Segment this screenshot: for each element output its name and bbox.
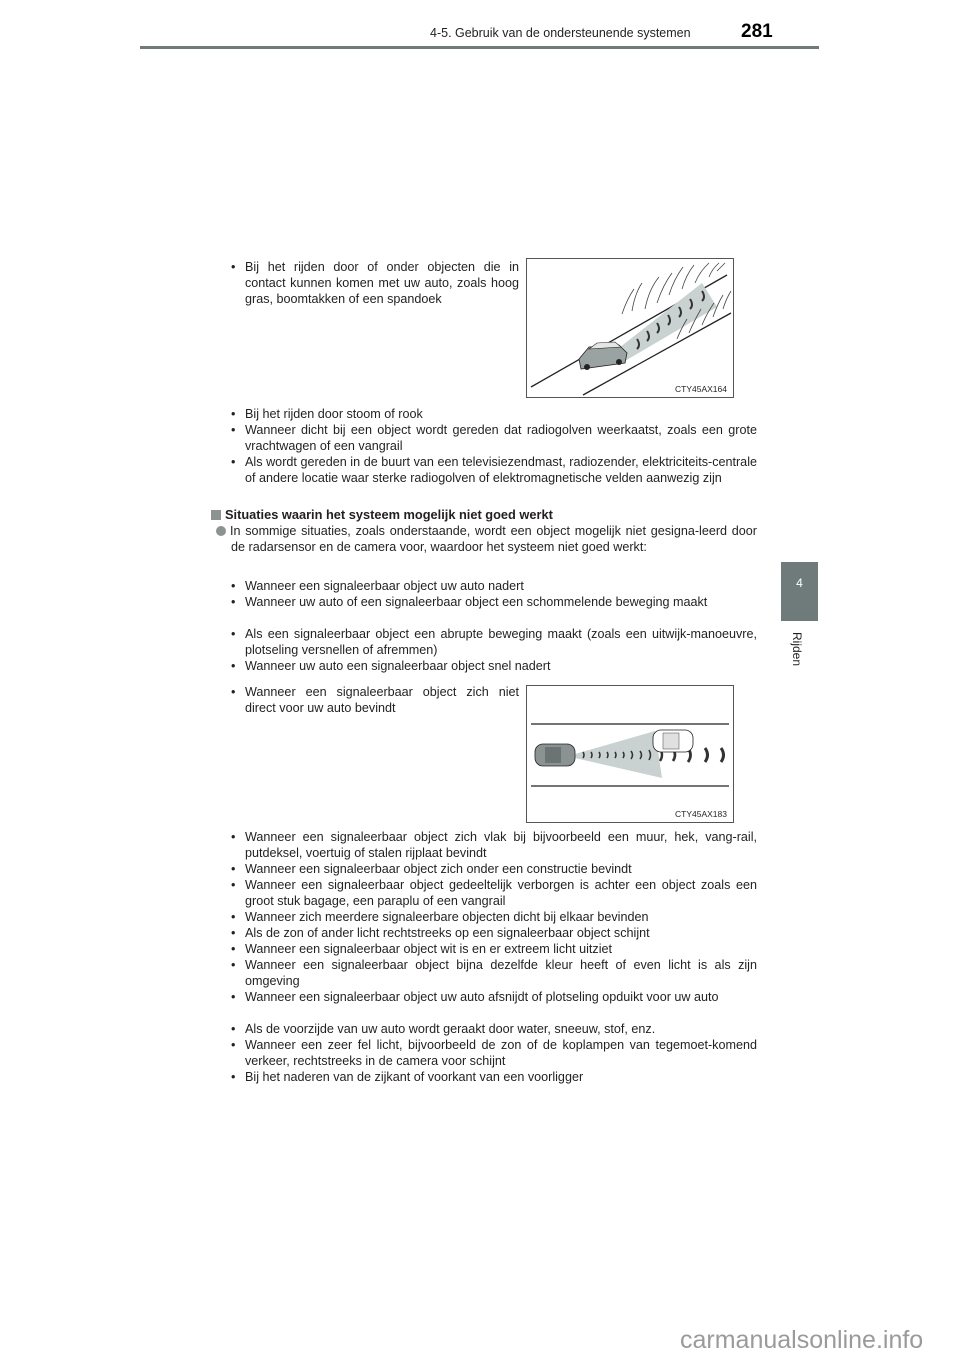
list-item-text: Wanneer dicht bij een object wordt gereden dat radiogolven weerkaatst, zoals een grote vrachtwagen of een vangrail bbox=[245, 423, 757, 453]
list-item-text: Wanneer een signaleerbaar object zich niet direct voor uw auto bevindt bbox=[245, 685, 519, 715]
figure-code: CTY45AX164 bbox=[675, 384, 727, 394]
list-item: • Bij het rijden door stoom of rook bbox=[231, 407, 423, 421]
radar-offset-illustration bbox=[527, 686, 733, 822]
list-item-text: Wanneer een zeer fel licht, bijvoorbeeld de zon of de koplampen van tegemoet-komend verkeer, rechtstreeks in de camera voor schijnt bbox=[245, 1038, 757, 1068]
list-item-text: Bij het naderen van de zijkant of voorkant van een voorligger bbox=[245, 1070, 584, 1084]
circle-marker-icon bbox=[216, 526, 226, 536]
intro-text: In sommige situaties, zoals onderstaande, wordt een object mogelijk niet gesigna-leerd door de radarsensor en de camera voor, waardoor het systeem niet goed werkt: bbox=[230, 524, 757, 554]
list-item: • Wanneer uw auto een signaleerbaar object snel nadert bbox=[231, 659, 551, 673]
list-item: • Bij het naderen van de zijkant of voorkant van een voorligger bbox=[231, 1070, 584, 1084]
list-item: • Wanneer een signaleerbaar object gedeeltelijk verborgen is achter een object zoals een groot stuk bagage, een paraplu of een vangrail bbox=[231, 878, 757, 908]
list-item: • Wanneer een signaleerbaar object zich niet direct voor uw auto bevindt bbox=[231, 685, 519, 715]
list-item: • Wanneer een signaleerbaar object bijna dezelfde kleur heeft of even licht is als zijn omgeving bbox=[231, 958, 757, 988]
chapter-tab bbox=[781, 562, 818, 621]
list-item-text: Als een signaleerbaar object een abrupte beweging maakt (zoals een uitwijk-manoeuvre, plotseling versnellen of afremmen) bbox=[245, 627, 757, 657]
figure-grass bbox=[526, 258, 734, 398]
list-item: • Bij het rijden door of onder objecten die in contact kunnen komen met uw auto, zoals hoog gras, boomtakken of een spandoek bbox=[231, 260, 519, 306]
list-item: • Als wordt gereden in de buurt van een televisiezendmast, radiozender, elektriciteits-centrale of andere locatie waar sterke radiogolven of elektromagnetische velden aanwezig zijn bbox=[231, 455, 757, 485]
list-item: • Wanneer een signaleerbaar object uw auto afsnijdt of plotseling opduikt voor uw auto bbox=[231, 990, 719, 1004]
list-item-text: Wanneer zich meerdere signaleerbare objecten dicht bij elkaar bevinden bbox=[245, 910, 649, 924]
list-item: • Wanneer een signaleerbaar object wit is en er extreem licht uitziet bbox=[231, 942, 613, 956]
chapter-number: 4 bbox=[796, 576, 803, 590]
list-item-text: Bij het rijden door stoom of rook bbox=[245, 407, 423, 421]
list-item-text: Bij het rijden door of onder objecten die in contact kunnen komen met uw auto, zoals hoog gras, boomtakken of een spandoek bbox=[245, 260, 519, 306]
list-item: • Wanneer een signaleerbaar object uw auto nadert bbox=[231, 579, 524, 593]
list-item-text: Wanneer een signaleerbaar object uw auto afsnijdt of plotseling opduikt voor uw auto bbox=[245, 990, 719, 1004]
page-number: 281 bbox=[741, 21, 773, 42]
list-item: • Wanneer een signaleerbaar object zich vlak bij bijvoorbeeld een muur, hek, vang-rail, putdeksel, voertuig of stalen rijplaat bevindt bbox=[231, 830, 757, 860]
list-item: • Als de zon of ander licht rechtstreeks op een signaleerbaar object schijnt bbox=[231, 926, 650, 940]
car-in-grass-illustration bbox=[527, 259, 733, 397]
list-item-text: Wanneer een signaleerbaar object gedeeltelijk verborgen is achter een object zoals een groot stuk bagage, een paraplu of een vangrail bbox=[245, 878, 757, 908]
list-item-text: Als de voorzijde van uw auto wordt geraakt door water, sneeuw, stof, enz. bbox=[245, 1022, 656, 1036]
list-item: • Als een signaleerbaar object een abrupte beweging maakt (zoals een uitwijk-manoeuvre, plotseling versnellen of afremmen) bbox=[231, 627, 757, 657]
header-divider bbox=[140, 46, 819, 49]
list-item-text: Als wordt gereden in de buurt van een televisiezendmast, radiozender, elektriciteits-centrale of andere locatie waar sterke radiogolven of elektromagnetische velden aanwezig zijn bbox=[245, 455, 757, 485]
list-item: • Wanneer dicht bij een object wordt gereden dat radiogolven weerkaatst, zoals een grote vrachtwagen of een vangrail bbox=[231, 423, 757, 453]
list-item-text: Wanneer een signaleerbaar object zich vlak bij bijvoorbeeld een muur, hek, vang-rail, putdeksel, voertuig of stalen rijplaat bevindt bbox=[245, 830, 757, 860]
section-title: 4-5. Gebruik van de ondersteunende systemen bbox=[430, 26, 691, 40]
figure-offset-vehicle bbox=[526, 685, 734, 823]
list-item-text: Wanneer een signaleerbaar object wit is en er extreem licht uitziet bbox=[245, 942, 613, 956]
list-item: • Wanneer een signaleerbaar object zich onder een constructie bevindt bbox=[231, 862, 632, 876]
list-item-text: Wanneer uw auto een signaleerbaar object snel nadert bbox=[245, 659, 551, 673]
section-heading bbox=[211, 507, 553, 522]
list-item-text: Wanneer een signaleerbaar object bijna dezelfde kleur heeft of even licht is als zijn omgeving bbox=[245, 958, 757, 988]
list-item-text: Wanneer uw auto of een signaleerbaar object een schommelende beweging maakt bbox=[245, 595, 708, 609]
list-item: • Wanneer zich meerdere signaleerbare objecten dicht bij elkaar bevinden bbox=[231, 910, 649, 924]
square-marker-icon bbox=[211, 510, 221, 520]
list-item: • Wanneer uw auto of een signaleerbaar object een schommelende beweging maakt bbox=[231, 595, 708, 609]
figure-code: CTY45AX183 bbox=[675, 809, 727, 819]
intro-paragraph bbox=[216, 523, 757, 555]
list-item-text: Als de zon of ander licht rechtstreeks op een signaleerbaar object schijnt bbox=[245, 926, 650, 940]
list-item-text: Wanneer een signaleerbaar object uw auto nadert bbox=[245, 579, 524, 593]
section-heading-text: Situaties waarin het systeem mogelijk niet goed werkt bbox=[225, 507, 553, 522]
watermark-link[interactable]: carmanualsonline.info bbox=[680, 1326, 924, 1354]
list-item-text: Wanneer een signaleerbaar object zich onder een constructie bevindt bbox=[245, 862, 632, 876]
chapter-label: Rijden bbox=[790, 632, 804, 667]
list-item: • Als de voorzijde van uw auto wordt geraakt door water, sneeuw, stof, enz. bbox=[231, 1022, 656, 1036]
list-item: • Wanneer een zeer fel licht, bijvoorbeeld de zon of de koplampen van tegemoet-komend verkeer, rechtstreeks in de camera voor schijnt bbox=[231, 1038, 757, 1068]
